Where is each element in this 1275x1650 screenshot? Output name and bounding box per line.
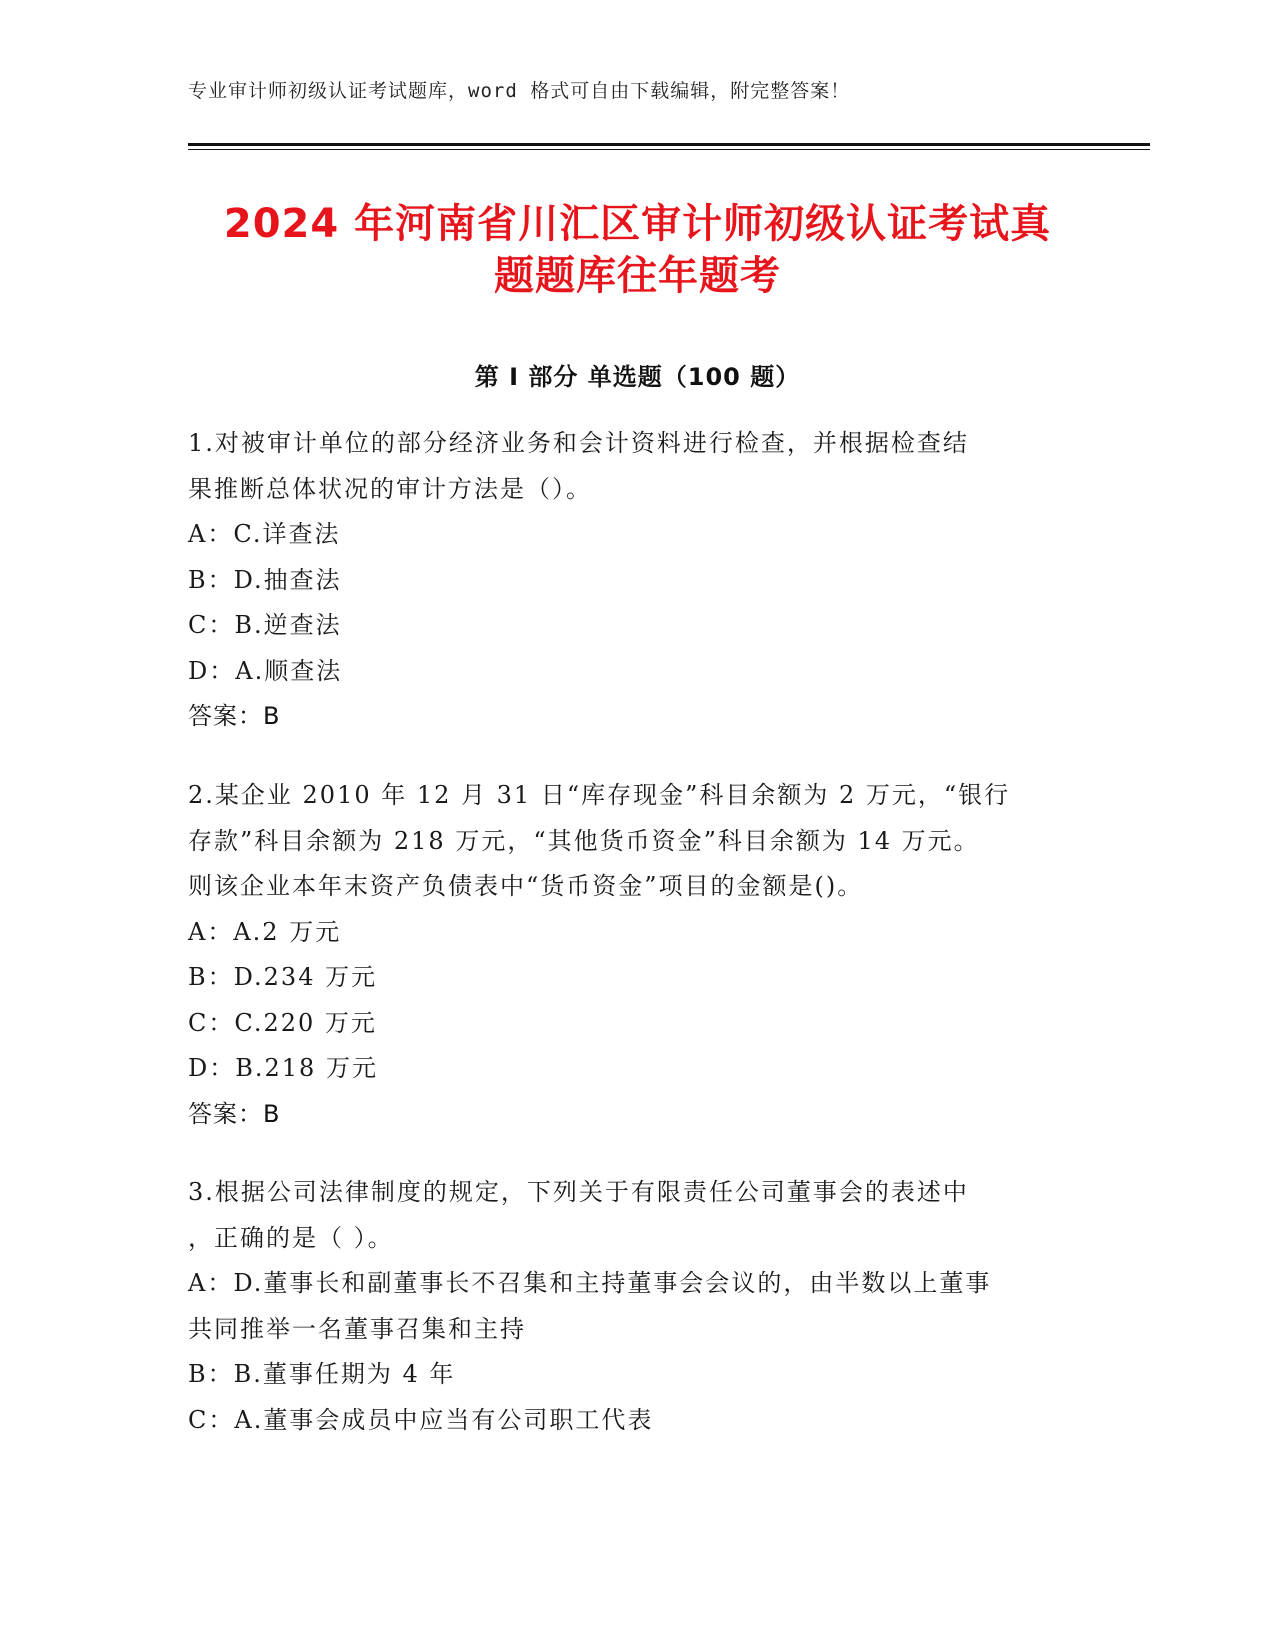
header-rule-thick	[188, 143, 1150, 146]
option-b: B：D.234 万元	[188, 963, 378, 991]
option-d: D：A.顺查法	[188, 656, 343, 685]
question-stem-line: 3.根据公司法律制度的规定，下列关于有限责任公司董事会的表述中	[188, 1178, 969, 1206]
question-stem-line: ，正确的是（ ）。	[188, 1223, 394, 1252]
question-3	[188, 1170, 1078, 1443]
answer: 答案：B	[188, 702, 281, 730]
option-c: C：A.董事会成员中应当有公司职工代表	[188, 1405, 654, 1434]
header-note: 专业审计师初级认证考试题库，word 格式可自由下载编辑，附完整答案！	[188, 80, 851, 102]
document-title-line-2: 题题库往年题考	[494, 253, 781, 299]
question-1	[188, 421, 1078, 740]
option-c: C：C.220 万元	[188, 1008, 377, 1037]
document-title-line-1: 2024 年河南省川汇区审计师初级认证考试真	[223, 201, 1052, 247]
header-rule-thin	[188, 149, 1150, 150]
option-a: A：D.董事长和副董事长不召集和主持董事会会议的，由半数以上董事	[188, 1269, 992, 1297]
option-c: C：B.逆查法	[188, 611, 342, 639]
option-a: A：C.详查法	[188, 520, 341, 548]
answer: 答案：B	[188, 1099, 281, 1128]
question-stem-line: 2.某企业 2010 年 12 月 31 日“库存现金”科目余额为 2 万元，“银行	[188, 781, 1011, 809]
question-2	[188, 773, 1078, 1137]
question-stem-line: 果推断总体状况的审计方法是（）。	[188, 474, 592, 503]
question-stem-line: 1.对被审计单位的部分经济业务和会计资料进行检查，并根据检查结	[188, 429, 969, 457]
option-a-continued: 共同推举一名董事召集和主持	[188, 1314, 526, 1343]
option-b: B：D.抽查法	[188, 565, 342, 594]
option-a: A：A.2 万元	[188, 917, 342, 946]
question-stem-line: 则该企业本年末资产负债表中“货币资金”项目的金额是()。	[188, 872, 864, 900]
option-b: B：B.董事任期为 4 年	[188, 1360, 456, 1388]
question-stem-line: 存款”科目余额为 218 万元，“其他货币资金”科目余额为 14 万元。	[188, 826, 980, 855]
option-d: D：B.218 万元	[188, 1054, 378, 1082]
section-heading: 第 I 部分 单选题（100 题）	[474, 363, 801, 391]
document-title	[160, 198, 1115, 302]
